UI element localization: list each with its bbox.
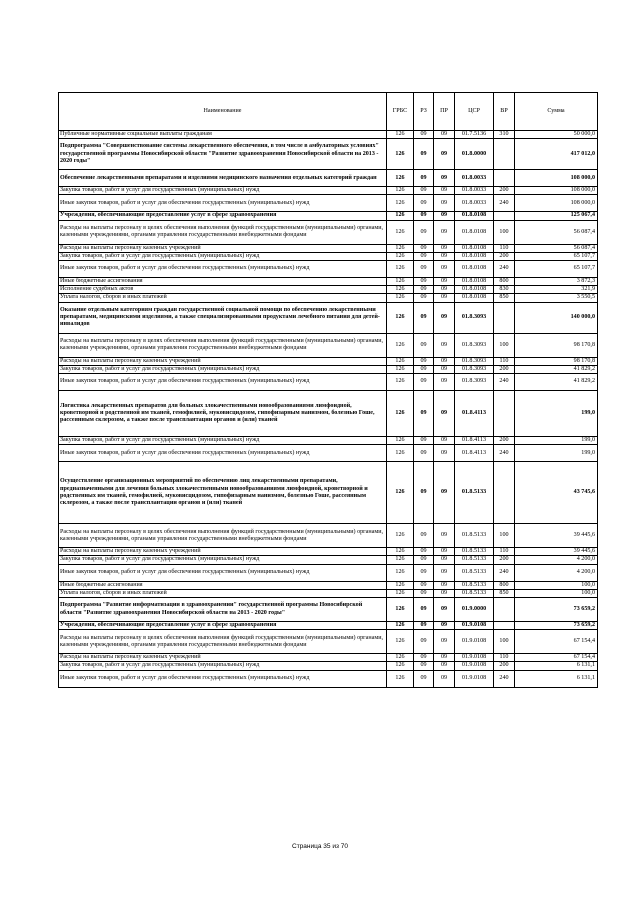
row-rz: 09 — [414, 357, 434, 365]
table-row — [59, 244, 598, 252]
row-csr: 01.8.0108 — [455, 252, 494, 260]
table-row — [59, 365, 598, 373]
row-vr: 800 — [494, 581, 515, 589]
row-sum: 100,0 — [515, 581, 598, 589]
row-pr: 09 — [434, 622, 455, 630]
row-csr: 01.8.0033 — [455, 170, 494, 187]
table-row — [59, 357, 598, 365]
row-csr: 01.7.5136 — [455, 131, 494, 139]
row-sum: 100,0 — [515, 589, 598, 597]
table-row — [59, 294, 598, 302]
row-vr — [494, 212, 515, 220]
row-pr: 09 — [434, 662, 455, 670]
row-grbs: 126 — [387, 187, 414, 195]
table-row — [59, 670, 598, 687]
row-csr: 01.8.3093 — [455, 302, 494, 333]
row-pr: 09 — [434, 131, 455, 139]
row-name: Расходы на выплаты персоналу казенных учреждений — [59, 357, 387, 365]
row-csr: 01.8.5133 — [455, 548, 494, 556]
row-vr: 800 — [494, 278, 515, 286]
table-row — [59, 662, 598, 670]
row-pr: 09 — [434, 244, 455, 252]
row-rz: 09 — [414, 437, 434, 445]
row-pr: 09 — [434, 437, 455, 445]
row-sum: 67 154,4 — [515, 654, 598, 662]
row-sum: 67 154,4 — [515, 630, 598, 654]
row-name: Расходы на выплаты персоналу в целях обеспечения выполнения функций государственными (муниципальными) органами, казенными учреждениями, органами управления государственными внебюджетными фондами — [59, 630, 387, 654]
row-sum: 140 000,0 — [515, 302, 598, 333]
row-grbs: 126 — [387, 195, 414, 212]
row-vr — [494, 598, 515, 622]
row-vr: 110 — [494, 244, 515, 252]
table-row — [59, 139, 598, 170]
row-sum: 65 107,7 — [515, 252, 598, 260]
table-row — [59, 622, 598, 630]
row-vr: 310 — [494, 131, 515, 139]
row-sum: 65 107,7 — [515, 261, 598, 278]
row-name: Закупка товаров, работ и услуг для государственных (муниципальных) нужд — [59, 437, 387, 445]
table-row — [59, 581, 598, 589]
row-csr: 01.8.4113 — [455, 437, 494, 445]
row-pr: 09 — [434, 195, 455, 212]
row-rz: 09 — [414, 187, 434, 195]
row-pr: 09 — [434, 220, 455, 244]
row-pr: 09 — [434, 581, 455, 589]
row-rz: 09 — [414, 365, 434, 373]
row-csr: 01.8.4113 — [455, 445, 494, 462]
row-csr: 01.8.3093 — [455, 333, 494, 357]
row-vr: 200 — [494, 252, 515, 260]
row-sum: 6 131,1 — [515, 662, 598, 670]
row-pr: 09 — [434, 365, 455, 373]
row-grbs: 126 — [387, 131, 414, 139]
row-grbs: 126 — [387, 286, 414, 294]
row-sum: 73 659,2 — [515, 622, 598, 630]
budget-table — [58, 92, 598, 688]
row-vr: 200 — [494, 365, 515, 373]
row-rz: 09 — [414, 581, 434, 589]
row-csr: 01.8.3093 — [455, 357, 494, 365]
row-sum: 417 012,0 — [515, 139, 598, 170]
table-row — [59, 302, 598, 333]
row-name: Учреждения, обеспечивающие предоставление услуг в сфере здравоохранения — [59, 212, 387, 220]
row-name: Уплата налогов, сборов и иных платежей — [59, 589, 387, 597]
row-rz: 09 — [414, 333, 434, 357]
row-grbs: 126 — [387, 564, 414, 581]
row-vr: 200 — [494, 556, 515, 564]
row-sum: 4 200,0 — [515, 556, 598, 564]
row-pr: 09 — [434, 294, 455, 302]
row-grbs: 126 — [387, 589, 414, 597]
row-pr: 09 — [434, 654, 455, 662]
table-body — [59, 131, 598, 688]
row-grbs: 126 — [387, 630, 414, 654]
row-rz: 09 — [414, 278, 434, 286]
row-pr: 09 — [434, 589, 455, 597]
row-rz: 09 — [414, 170, 434, 187]
row-name: Расходы на выплаты персоналу казенных учреждений — [59, 244, 387, 252]
row-name: Расходы на выплаты персоналу в целях обеспечения выполнения функций государственными (муниципальными) органами, казенными учреждениями, органами управления государственными внебюджетными фондами — [59, 333, 387, 357]
row-sum: 199,0 — [515, 437, 598, 445]
row-rz: 09 — [414, 286, 434, 294]
row-rz: 09 — [414, 622, 434, 630]
row-name: Осуществление организационных мероприятий по обеспечению лиц лекарственными препаратами, предназначенными для лечения больных злокачественными новообразованиями лимфоидной, кроветворной и родственных им тканей, гемофилией, муковисцидозом, гипофизарным нанизмом, болезнью Гоше, рассеянным склерозом, а также после трансплантации органов и (или) тканей — [59, 462, 387, 524]
row-vr: 850 — [494, 294, 515, 302]
row-pr: 09 — [434, 212, 455, 220]
row-name: Расходы на выплаты персоналу казенных учреждений — [59, 654, 387, 662]
row-rz: 09 — [414, 589, 434, 597]
row-grbs: 126 — [387, 622, 414, 630]
row-vr: 200 — [494, 662, 515, 670]
row-csr: 01.9.0108 — [455, 630, 494, 654]
row-csr: 01.8.0108 — [455, 261, 494, 278]
row-sum: 50 000,0 — [515, 131, 598, 139]
row-pr: 09 — [434, 333, 455, 357]
row-csr: 01.8.0108 — [455, 220, 494, 244]
row-rz: 09 — [414, 131, 434, 139]
row-vr — [494, 462, 515, 524]
table-row — [59, 278, 598, 286]
table-row — [59, 131, 598, 139]
table-row — [59, 286, 598, 294]
header-csr: ЦСР — [455, 93, 494, 131]
row-rz: 09 — [414, 302, 434, 333]
table-row — [59, 630, 598, 654]
row-rz: 09 — [414, 244, 434, 252]
row-rz: 09 — [414, 391, 434, 437]
row-sum: 199,0 — [515, 445, 598, 462]
row-sum: 43 745,6 — [515, 462, 598, 524]
row-csr: 01.8.0108 — [455, 278, 494, 286]
row-pr: 09 — [434, 548, 455, 556]
row-grbs: 126 — [387, 261, 414, 278]
row-vr: 240 — [494, 374, 515, 391]
row-pr: 09 — [434, 302, 455, 333]
row-csr: 01.8.5133 — [455, 581, 494, 589]
row-rz: 09 — [414, 261, 434, 278]
header-grbs: ГРБС — [387, 93, 414, 131]
table-row — [59, 261, 598, 278]
row-name: Уплата налогов, сборов и иных платежей — [59, 294, 387, 302]
row-grbs: 126 — [387, 391, 414, 437]
row-csr: 01.8.5133 — [455, 462, 494, 524]
row-sum: 41 829,2 — [515, 365, 598, 373]
row-name: Расходы на выплаты персоналу в целях обеспечения выполнения функций государственными (муниципальными) органами, казенными учреждениями, органами управления государственными внебюджетными фондами — [59, 220, 387, 244]
row-pr: 09 — [434, 374, 455, 391]
row-rz: 09 — [414, 195, 434, 212]
row-vr: 110 — [494, 357, 515, 365]
row-name: Иные бюджетные ассигнования — [59, 278, 387, 286]
row-sum: 199,0 — [515, 391, 598, 437]
row-sum: 56 087,4 — [515, 244, 598, 252]
row-name: Учреждения, обеспечивающие предоставление услуг в сфере здравоохранения — [59, 622, 387, 630]
row-csr: 01.9.0108 — [455, 654, 494, 662]
row-grbs: 126 — [387, 581, 414, 589]
row-vr: 100 — [494, 524, 515, 548]
row-pr: 09 — [434, 278, 455, 286]
row-vr: 850 — [494, 589, 515, 597]
row-vr — [494, 170, 515, 187]
row-pr: 09 — [434, 598, 455, 622]
row-grbs: 126 — [387, 670, 414, 687]
row-sum: 108 000,0 — [515, 187, 598, 195]
row-csr: 01.8.0033 — [455, 187, 494, 195]
row-grbs: 126 — [387, 548, 414, 556]
row-rz: 09 — [414, 670, 434, 687]
row-name: Иные закупки товаров, работ и услуг для обеспечения государственных (муниципальных) нужд — [59, 670, 387, 687]
row-name: Закупка товаров, работ и услуг для государственных (муниципальных) нужд — [59, 252, 387, 260]
row-csr: 01.9.0108 — [455, 662, 494, 670]
row-grbs: 126 — [387, 524, 414, 548]
row-vr: 240 — [494, 445, 515, 462]
row-pr: 09 — [434, 524, 455, 548]
row-rz: 09 — [414, 564, 434, 581]
row-name: Закупка товаров, работ и услуг для государственных (муниципальных) нужд — [59, 556, 387, 564]
row-sum: 98 170,8 — [515, 333, 598, 357]
row-sum: 108 000,0 — [515, 195, 598, 212]
row-grbs: 126 — [387, 662, 414, 670]
row-sum: 125 067,4 — [515, 212, 598, 220]
row-sum: 98 170,8 — [515, 357, 598, 365]
row-vr — [494, 391, 515, 437]
row-pr: 09 — [434, 564, 455, 581]
row-csr: 01.9.0000 — [455, 598, 494, 622]
row-vr: 200 — [494, 187, 515, 195]
row-pr: 09 — [434, 391, 455, 437]
row-rz: 09 — [414, 630, 434, 654]
row-grbs: 126 — [387, 462, 414, 524]
row-csr: 01.8.0108 — [455, 294, 494, 302]
table-row — [59, 212, 598, 220]
row-name: Публичные нормативные социальные выплаты гражданам — [59, 131, 387, 139]
row-name: Иные закупки товаров, работ и услуг для обеспечения государственных (муниципальных) нужд — [59, 374, 387, 391]
row-pr: 09 — [434, 462, 455, 524]
row-csr: 01.8.0033 — [455, 195, 494, 212]
row-name: Подпрограмма "Развитие информатизации в здравоохранении" государственной программы Новосибирской области "Развитие здравоохранения Новосибирской области на 2013 - 2020 годы" — [59, 598, 387, 622]
row-sum: 6 131,1 — [515, 670, 598, 687]
row-grbs: 126 — [387, 139, 414, 170]
row-csr: 01.8.5133 — [455, 589, 494, 597]
row-rz: 09 — [414, 598, 434, 622]
row-rz: 09 — [414, 212, 434, 220]
row-csr: 01.8.5133 — [455, 524, 494, 548]
table-row — [59, 654, 598, 662]
row-csr: 01.8.5133 — [455, 556, 494, 564]
table-row — [59, 220, 598, 244]
row-sum: 3 872,3 — [515, 278, 598, 286]
header-sum: Сумма — [515, 93, 598, 131]
header-vr: ВР — [494, 93, 515, 131]
row-name: Логистика лекарственных препаратов для больных злокачественными новообразованиями лимфоидной, кроветворной и родственной им тканей, гемофилией, муковисцидозом, гипофизарным нанизмом, болезнью Гоше, рассеянным склерозом, а также после трансплантации органов и (или) тканей — [59, 391, 387, 437]
table-row — [59, 462, 598, 524]
row-pr: 09 — [434, 556, 455, 564]
row-sum: 39 445,6 — [515, 548, 598, 556]
row-csr: 01.8.0000 — [455, 139, 494, 170]
row-sum: 3 550,5 — [515, 294, 598, 302]
row-csr: 01.8.3093 — [455, 374, 494, 391]
table-row — [59, 252, 598, 260]
row-rz: 09 — [414, 445, 434, 462]
table-row — [59, 548, 598, 556]
row-grbs: 126 — [387, 445, 414, 462]
row-csr: 01.8.5133 — [455, 564, 494, 581]
row-name: Оказание отдельным категориям граждан государственной социальной помощи по обеспечению лекарственными препаратами, медицинскими изделиями, а также специализированными продуктами лечебного питания для детей-инвалидов — [59, 302, 387, 333]
table-row — [59, 391, 598, 437]
page-number: Страница 35 из 70 — [292, 843, 348, 850]
row-pr: 09 — [434, 170, 455, 187]
row-pr: 09 — [434, 445, 455, 462]
row-vr: 240 — [494, 195, 515, 212]
row-name: Иные бюджетные ассигнования — [59, 581, 387, 589]
row-grbs: 126 — [387, 212, 414, 220]
row-sum: 108 000,0 — [515, 170, 598, 187]
row-name: Иные закупки товаров, работ и услуг для обеспечения государственных (муниципальных) нужд — [59, 564, 387, 581]
row-rz: 09 — [414, 556, 434, 564]
row-csr: 01.8.0108 — [455, 212, 494, 220]
row-sum: 56 087,4 — [515, 220, 598, 244]
row-rz: 09 — [414, 548, 434, 556]
row-rz: 09 — [414, 462, 434, 524]
row-grbs: 126 — [387, 302, 414, 333]
row-vr: 200 — [494, 437, 515, 445]
row-name: Иные закупки товаров, работ и услуг для обеспечения государственных (муниципальных) нужд — [59, 195, 387, 212]
row-name: Иные закупки товаров, работ и услуг для обеспечения государственных (муниципальных) нужд — [59, 445, 387, 462]
row-grbs: 126 — [387, 170, 414, 187]
row-name: Подпрограмма "Совершенствование системы лекарственного обеспечения, в том числе в амбулаторных условиях" государственной программы Новосибирской области "Развитие здравоохранения Новосибирской области на 2013 - 2020 годы" — [59, 139, 387, 170]
row-csr: 01.9.0108 — [455, 622, 494, 630]
row-grbs: 126 — [387, 598, 414, 622]
row-pr: 09 — [434, 286, 455, 294]
row-vr: 240 — [494, 564, 515, 581]
row-csr: 01.8.0108 — [455, 244, 494, 252]
row-sum: 321,9 — [515, 286, 598, 294]
table-row — [59, 524, 598, 548]
row-rz: 09 — [414, 220, 434, 244]
row-name: Расходы на выплаты персоналу в целях обеспечения выполнения функций государственными (муниципальными) органами, казенными учреждениями, органами управления государственными внебюджетными фондами — [59, 524, 387, 548]
row-grbs: 126 — [387, 556, 414, 564]
row-vr: 110 — [494, 548, 515, 556]
row-rz: 09 — [414, 139, 434, 170]
row-grbs: 126 — [387, 654, 414, 662]
row-pr: 09 — [434, 630, 455, 654]
table-row — [59, 187, 598, 195]
row-grbs: 126 — [387, 294, 414, 302]
table-row — [59, 598, 598, 622]
row-rz: 09 — [414, 252, 434, 260]
header-pr: ПР — [434, 93, 455, 131]
row-rz: 09 — [414, 374, 434, 391]
row-pr: 09 — [434, 252, 455, 260]
header-name: Наименование — [59, 93, 387, 131]
table-row — [59, 333, 598, 357]
row-rz: 09 — [414, 654, 434, 662]
header-rz: РЗ — [414, 93, 434, 131]
row-pr: 09 — [434, 670, 455, 687]
row-vr — [494, 302, 515, 333]
row-sum: 73 659,2 — [515, 598, 598, 622]
row-sum: 39 445,6 — [515, 524, 598, 548]
row-grbs: 126 — [387, 278, 414, 286]
table-row — [59, 589, 598, 597]
row-csr: 01.9.0108 — [455, 670, 494, 687]
row-csr: 01.8.4113 — [455, 391, 494, 437]
row-grbs: 126 — [387, 220, 414, 244]
row-pr: 09 — [434, 357, 455, 365]
table-row — [59, 170, 598, 187]
table-header-row — [59, 93, 598, 131]
row-name: Исполнение судебных актов — [59, 286, 387, 294]
row-rz: 09 — [414, 662, 434, 670]
row-vr — [494, 622, 515, 630]
table-row — [59, 374, 598, 391]
row-grbs: 126 — [387, 437, 414, 445]
row-vr: 830 — [494, 286, 515, 294]
row-csr: 01.8.3093 — [455, 365, 494, 373]
row-vr: 100 — [494, 333, 515, 357]
row-sum: 4 200,0 — [515, 564, 598, 581]
row-vr: 240 — [494, 670, 515, 687]
row-vr: 100 — [494, 630, 515, 654]
row-name: Закупка товаров, работ и услуг для государственных (муниципальных) нужд — [59, 187, 387, 195]
row-name: Иные закупки товаров, работ и услуг для обеспечения государственных (муниципальных) нужд — [59, 261, 387, 278]
row-grbs: 126 — [387, 374, 414, 391]
row-grbs: 126 — [387, 333, 414, 357]
row-rz: 09 — [414, 524, 434, 548]
row-grbs: 126 — [387, 357, 414, 365]
row-vr: 240 — [494, 261, 515, 278]
table-row — [59, 445, 598, 462]
row-name: Расходы на выплаты персоналу казенных учреждений — [59, 548, 387, 556]
row-pr: 09 — [434, 139, 455, 170]
row-pr: 09 — [434, 187, 455, 195]
row-name: Обеспечение лекарственными препаратами и изделиями медицинского назначения отдельных категорий граждан — [59, 170, 387, 187]
row-grbs: 126 — [387, 365, 414, 373]
row-vr — [494, 139, 515, 170]
row-pr: 09 — [434, 261, 455, 278]
row-vr: 110 — [494, 654, 515, 662]
row-grbs: 126 — [387, 252, 414, 260]
row-vr: 100 — [494, 220, 515, 244]
row-name: Закупка товаров, работ и услуг для государственных (муниципальных) нужд — [59, 365, 387, 373]
row-grbs: 126 — [387, 244, 414, 252]
table-row — [59, 564, 598, 581]
table-row — [59, 195, 598, 212]
table-row — [59, 556, 598, 564]
row-csr: 01.8.0108 — [455, 286, 494, 294]
row-rz: 09 — [414, 294, 434, 302]
table-row — [59, 437, 598, 445]
row-name: Закупка товаров, работ и услуг для государственных (муниципальных) нужд — [59, 662, 387, 670]
row-sum: 41 829,2 — [515, 374, 598, 391]
